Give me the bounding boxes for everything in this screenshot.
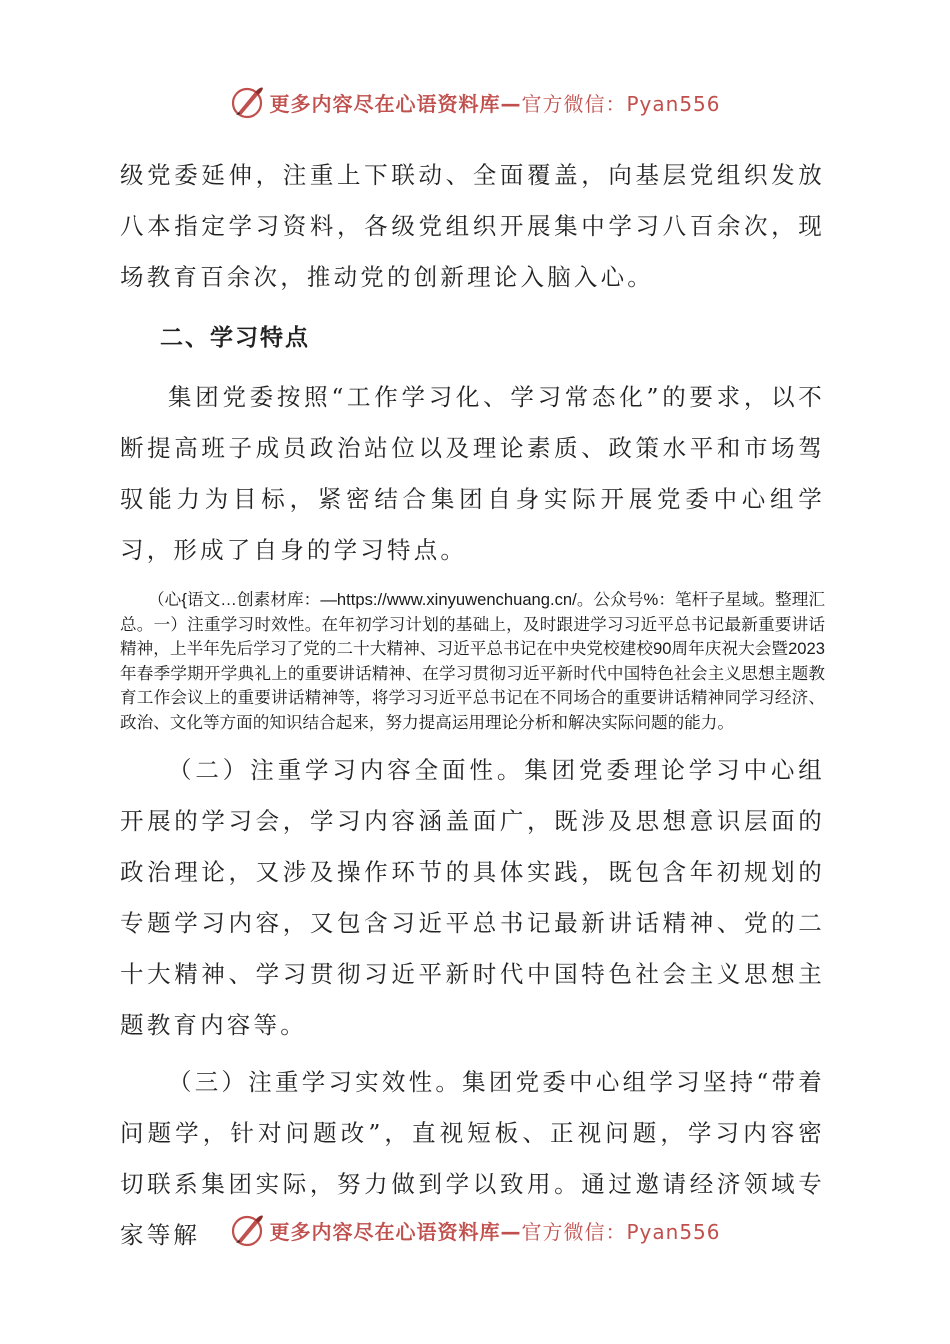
quill-pen-logo-icon bbox=[229, 84, 265, 120]
banner-library-name: 更多内容尽在心语资料库 bbox=[269, 91, 501, 116]
paragraph-effectiveness: （三）注重学习实效性。集团党委中心组学习坚持“带着问题学，针对问题改”，直视短板、正视问题，学习内容密切联系集团实际，努力做到学以致用。通过邀请经济领域专家等解 bbox=[120, 1068, 825, 1249]
paragraph-intro-continuation: 级党委延伸，注重上下联动、全面覆盖，向基层党组织发放八本指定学习资料，各级党组织开展集中学习八百余次，现场教育百余次，推动党的创新理论入脑入心。 bbox=[120, 161, 825, 291]
paragraph-learning-features: 集团党委按照“工作学习化、学习常态化”的要求，以不断提高班子成员政治站位以及理论素质、政策水平和市场驾驭能力为目标，紧密结合集团自身实际开展党委中心组学习，形成了自身的学习特点。 bbox=[120, 383, 825, 564]
banner-dash: — bbox=[500, 91, 522, 116]
quill-pen-logo-icon bbox=[229, 1212, 265, 1248]
banner-official-label: 官方微信： bbox=[521, 91, 627, 116]
banner-text bbox=[269, 88, 720, 117]
paragraph-timeliness: （心{语文…创素材库：—https://www.xinyuwenchuang.cn/。公众号%：笔杆子星域。整理汇总。一）注重学习时效性。在年初学习计划的基础上，及时跟进学习习近平总书记最新重要讲话精神，上半年先后学习了党的二十大精神、习近平总书记在中央党校建校90周年庆祝大会暨2023年春季学期开学典礼上的重要讲话精神、在学习贯彻习近平新时代中国特色社会主义思想主题教育工作会议上的重要讲话精神等，将学习习近平总书记在不同场合的重要讲话精神同学习经济、政治、文化等方面的知识结合起来，努力提高运用理论分析和解决实际问题的能力。 bbox=[120, 590, 825, 732]
banner-dash: — bbox=[500, 1219, 522, 1244]
section-heading-learning-features: 二、学习特点 bbox=[160, 325, 310, 351]
banner-official-label: 官方微信： bbox=[521, 1219, 627, 1244]
banner-wechat-id: Pyan556 bbox=[626, 1219, 721, 1244]
banner-library-name: 更多内容尽在心语资料库 bbox=[269, 1219, 501, 1244]
footer-watermark-banner bbox=[0, 1208, 950, 1252]
banner-text bbox=[269, 1216, 720, 1245]
banner-wechat-id: Pyan556 bbox=[626, 91, 721, 116]
document-body bbox=[120, 150, 825, 1261]
header-watermark-banner bbox=[0, 80, 950, 124]
paragraph-comprehensiveness: （二）注重学习内容全面性。集团党委理论学习中心组开展的学习会，学习内容涵盖面广，既涉及思想意识层面的政治理论，又涉及操作环节的具体实践，既包含年初规划的专题学习内容，又包含习近平总书记最新讲话精神、党的二十大精神、学习贯彻习近平新时代中国特色社会主义思想主题教育内容等。 bbox=[120, 756, 825, 1039]
